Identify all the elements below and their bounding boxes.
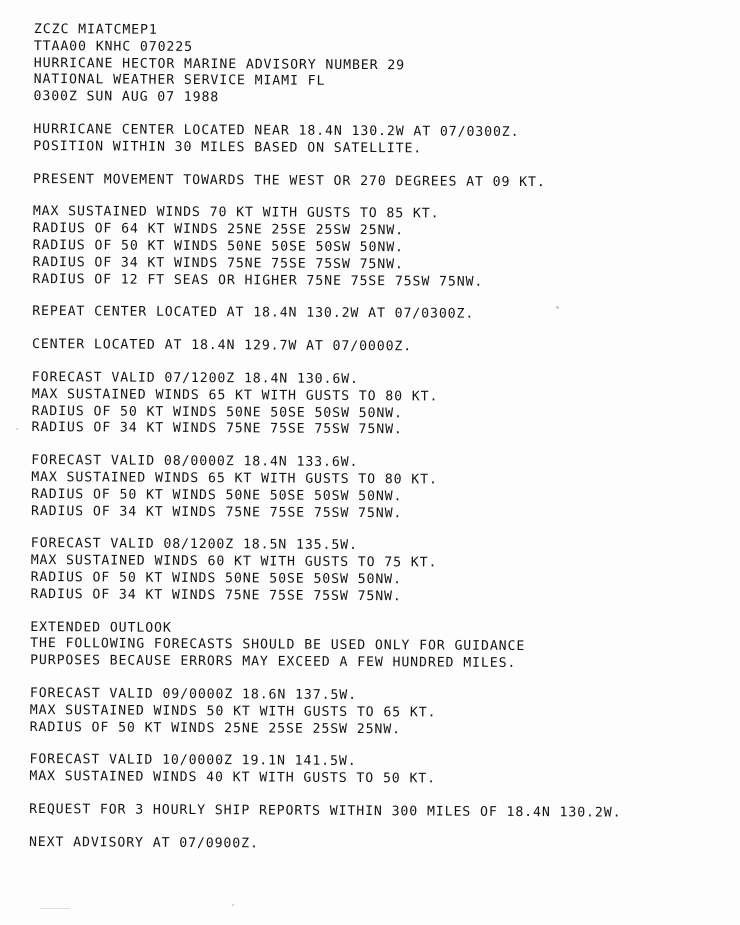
advisory-paragraph [29, 752, 719, 790]
advisory-paragraph [32, 204, 723, 292]
scan-speck [40, 908, 70, 909]
advisory-text [29, 22, 724, 872]
advisory-line: REPEAT CENTER LOCATED AT 18.4N 130.2W AT 07/0300Z. [32, 304, 475, 323]
advisory-line: HURRICANE HECTOR MARINE ADVISORY NUMBER 29 [33, 55, 406, 73]
advisory-line: EXTENDED OUTLOOK [30, 619, 172, 636]
advisory-line: MAX SUSTAINED WINDS 65 KT WITH GUSTS TO 80 KT. [31, 386, 439, 405]
advisory-line: RADIUS OF 50 KT WINDS 50NE 50SE 50SW 50NW. [31, 486, 403, 504]
advisory-line: HURRICANE CENTER LOCATED NEAR 18.4N 130.2W AT 07/0300Z. [33, 121, 520, 140]
scan-speck [232, 904, 234, 906]
advisory-line: NATIONAL WEATHER SERVICE MIAMI FL [33, 72, 326, 90]
advisory-line: RADIUS OF 34 KT WINDS 75NE 75SE 75SW 75NW. [31, 420, 403, 438]
advisory-paragraph [29, 802, 719, 823]
advisory-line: 0300Z SUN AUG 07 1988 [33, 89, 220, 106]
advisory-line: NEXT ADVISORY AT 07/0900Z. [28, 834, 259, 852]
advisory-paragraph [33, 172, 723, 193]
advisory-line: ZCZC MIATCMEP1 [33, 22, 158, 38]
advisory-line: MAX SUSTAINED WINDS 70 KT WITH GUSTS TO 85 KT. [32, 204, 440, 222]
advisory-paragraph [32, 304, 722, 325]
advisory-line: PRESENT MOVEMENT TOWARDS THE WEST OR 270 DEGREES AT 09 KT. [32, 171, 546, 190]
advisory-line: CENTER LOCATED AT 18.4N 129.7W AT 07/0000Z. [31, 337, 413, 355]
advisory-paragraph [32, 337, 722, 358]
scan-speck [556, 306, 559, 309]
advisory-line: RADIUS OF 34 KT WINDS 75NE 75SE 75SW 75NW. [32, 254, 404, 273]
advisory-paragraph [30, 620, 720, 675]
advisory-line: FORECAST VALID 08/1200Z 18.5N 135.5W. [30, 536, 358, 554]
advisory-line: RADIUS OF 50 KT WINDS 50NE 50SE 50SW 50NW. [32, 237, 404, 256]
advisory-paragraph [33, 122, 723, 160]
advisory-line: MAX SUSTAINED WINDS 65 KT WITH GUSTS TO 80 KT. [31, 469, 438, 488]
advisory-paragraph [30, 686, 720, 741]
advisory-paragraph [30, 536, 720, 607]
advisory-line: MAX SUSTAINED WINDS 60 KT WITH GUSTS TO 75 KT. [30, 553, 438, 571]
advisory-line: FORECAST VALID 07/1200Z 18.4N 130.6W. [31, 369, 359, 387]
advisory-line: RADIUS OF 34 KT WINDS 75NE 75SE 75SW 75NW. [30, 503, 403, 521]
advisory-line: RADIUS OF 50 KT WINDS 50NE 50SE 50SW 50NW. [30, 569, 402, 588]
advisory-line: FORECAST VALID 08/0000Z 18.4N 133.6W. [31, 453, 359, 471]
advisory-line: FORECAST VALID 09/0000Z 18.6N 137.5W. [29, 685, 358, 703]
advisory-line: RADIUS OF 12 FT SEAS OR HIGHER 75NE 75SE 75SW 75NW. [32, 271, 484, 290]
advisory-line: RADIUS OF 50 KT WINDS 25NE 25SE 25SW 25NW. [29, 719, 401, 737]
advisory-line: TTAA00 KNHC 070225 [33, 38, 194, 55]
advisory-line: PURPOSES BECAUSE ERRORS MAY EXCEED A FEW HUNDRED MILES. [30, 653, 517, 672]
advisory-paragraph [29, 835, 719, 856]
scan-speck [16, 428, 18, 430]
advisory-line: POSITION WITHIN 30 MILES BASED ON SATELLITE. [33, 138, 423, 157]
advisory-line: RADIUS OF 34 KT WINDS 75NE 75SE 75SW 75NW. [30, 586, 402, 604]
advisory-line: RADIUS OF 50 KT WINDS 50NE 50SE 50SW 50NW. [31, 403, 403, 421]
advisory-line: REQUEST FOR 3 HOURLY SHIP REPORTS WITHIN 300 MILES OF 18.4N 130.2W. [29, 801, 622, 821]
advisory-line: MAX SUSTAINED WINDS 50 KT WITH GUSTS TO 65 KT. [29, 702, 437, 721]
advisory-line: RADIUS OF 64 KT WINDS 25NE 25SE 25SW 25NW. [32, 221, 405, 239]
advisory-line: FORECAST VALID 10/0000Z 19.1N 141.5W. [29, 752, 357, 770]
advisory-line: THE FOLLOWING FORECASTS SHOULD BE USED ONLY FOR GUIDANCE [30, 636, 526, 655]
advisory-paragraph [31, 370, 721, 441]
advisory-paragraph [31, 453, 721, 524]
advisory-line: MAX SUSTAINED WINDS 40 KT WITH GUSTS TO 50 KT. [29, 769, 437, 787]
advisory-paragraph [33, 22, 724, 110]
